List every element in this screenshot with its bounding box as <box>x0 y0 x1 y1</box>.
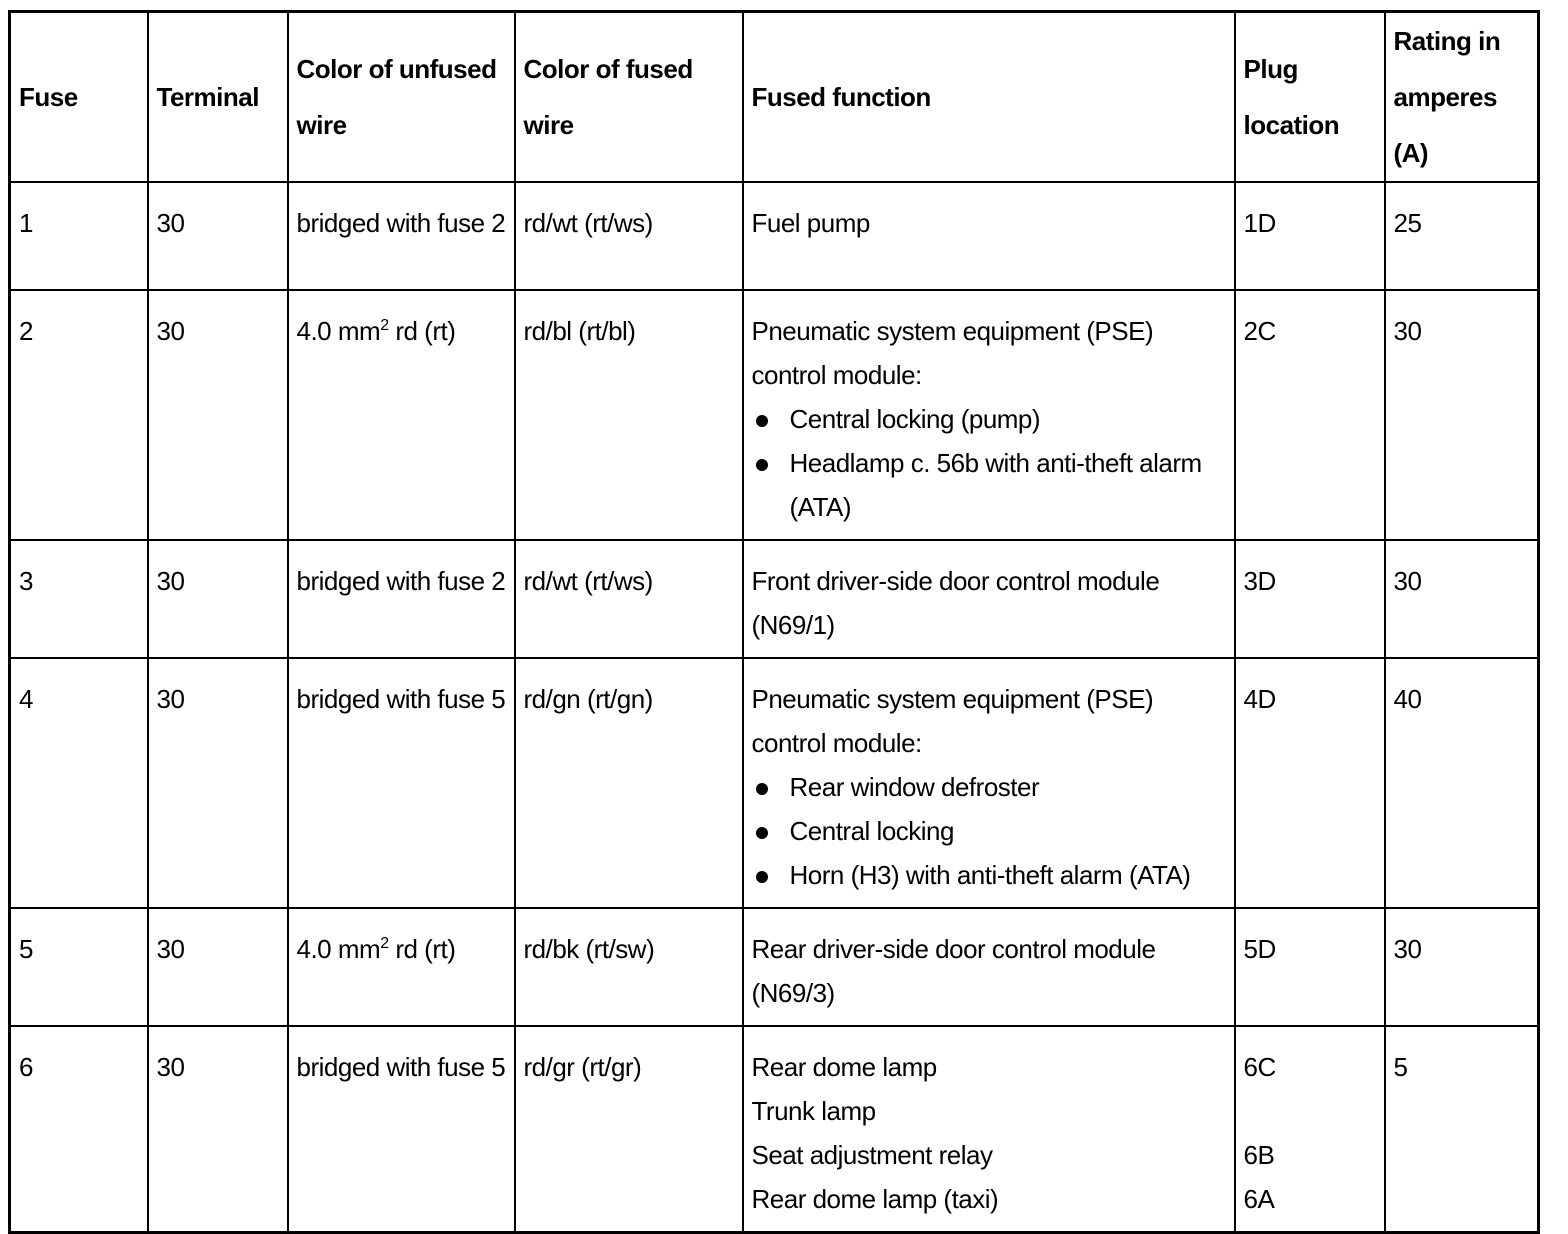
function-line: Rear dome lamp <box>751 1052 937 1082</box>
wire-size: 4.0 mm <box>296 934 381 964</box>
cell-rating: 5 <box>1385 1026 1539 1233</box>
cell-fused-function: Rear driver-side door control module (N69/3) <box>743 908 1235 1026</box>
cell-rating: 25 <box>1385 182 1539 290</box>
table-row <box>10 182 1539 290</box>
cell-fused-wire: rd/gr (rt/gr) <box>515 1026 743 1233</box>
cell-plug-location: 1D <box>1235 182 1385 290</box>
function-line: Trunk lamp <box>751 1096 876 1126</box>
cell-fused-wire: rd/bk (rt/sw) <box>515 908 743 1026</box>
cell-fused-function: Fuel pump <box>743 182 1235 290</box>
cell-unfused-wire: bridged with fuse 2 <box>288 182 515 290</box>
cell-fused-function: Front driver-side door control module (N69/1) <box>743 540 1235 658</box>
cell-rating: 40 <box>1385 658 1539 908</box>
cell-fuse: 6 <box>10 1026 148 1233</box>
table-row <box>10 658 1539 908</box>
cell-fuse: 2 <box>10 290 148 540</box>
cell-fuse: 4 <box>10 658 148 908</box>
cell-unfused-wire: bridged with fuse 5 <box>288 658 515 908</box>
function-line: Rear dome lamp (taxi) <box>751 1184 999 1214</box>
cell-terminal: 30 <box>148 290 288 540</box>
wire-size-exponent: 2 <box>380 935 389 952</box>
function-text: Pneumatic system equipment (PSE) control module: <box>751 684 1154 758</box>
bullet-item: Central locking <box>752 809 1226 853</box>
plug-line: 6C <box>1243 1052 1276 1082</box>
cell-plug-location: 4D <box>1235 658 1385 908</box>
cell-fused-wire: rd/bl (rt/bl) <box>515 290 743 540</box>
table-row <box>10 1026 1539 1233</box>
bullet-item: Horn (H3) with anti-theft alarm (ATA) <box>752 853 1226 897</box>
header-unfused-wire: Color of unfused wire <box>288 12 515 183</box>
cell-rating: 30 <box>1385 540 1539 658</box>
table-row <box>10 540 1539 658</box>
cell-terminal: 30 <box>148 540 288 658</box>
cell-unfused-wire <box>288 908 515 1026</box>
cell-plug-location: 3D <box>1235 540 1385 658</box>
bullet-item: Headlamp c. 56b with anti-theft alarm (ATA) <box>752 441 1226 529</box>
function-bullet-list <box>752 397 1226 529</box>
header-terminal: Terminal <box>148 12 288 183</box>
cell-fused-function <box>743 658 1235 908</box>
fuse-table <box>8 10 1540 1234</box>
cell-fused-wire: rd/wt (rt/ws) <box>515 182 743 290</box>
header-fused-wire: Color of fused wire <box>515 12 743 183</box>
cell-fused-function <box>743 1026 1235 1233</box>
wire-size-exponent: 2 <box>380 317 389 334</box>
cell-terminal: 30 <box>148 658 288 908</box>
function-line: Seat adjustment relay <box>751 1140 993 1170</box>
cell-fused-function <box>743 290 1235 540</box>
cell-unfused-wire: bridged with fuse 2 <box>288 540 515 658</box>
cell-fuse: 1 <box>10 182 148 290</box>
plug-line: 6B <box>1243 1140 1275 1170</box>
cell-terminal: 30 <box>148 908 288 1026</box>
function-text: Pneumatic system equipment (PSE) control module: <box>751 316 1154 390</box>
cell-fuse: 5 <box>10 908 148 1026</box>
cell-terminal: 30 <box>148 1026 288 1233</box>
cell-fuse: 3 <box>10 540 148 658</box>
function-bullet-list <box>752 765 1226 897</box>
wire-color: rd (rt) <box>388 316 456 346</box>
table-row <box>10 290 1539 540</box>
header-fused-function: Fused function <box>743 12 1235 183</box>
cell-terminal: 30 <box>148 182 288 290</box>
header-rating: Rating in amperes (A) <box>1385 12 1539 183</box>
table-row <box>10 908 1539 1026</box>
plug-line: 6A <box>1243 1184 1275 1214</box>
wire-size: 4.0 mm <box>296 316 381 346</box>
header-row <box>10 12 1539 183</box>
bullet-item: Central locking (pump) <box>752 397 1226 441</box>
cell-plug-location: 2C <box>1235 290 1385 540</box>
cell-plug-location: 5D <box>1235 908 1385 1026</box>
cell-fused-wire: rd/wt (rt/ws) <box>515 540 743 658</box>
cell-unfused-wire <box>288 290 515 540</box>
header-fuse: Fuse <box>10 12 148 183</box>
header-plug-location: Plug location <box>1235 12 1385 183</box>
plug-gap <box>1244 1089 1376 1133</box>
cell-rating: 30 <box>1385 290 1539 540</box>
cell-unfused-wire: bridged with fuse 5 <box>288 1026 515 1233</box>
bullet-item: Rear window defroster <box>752 765 1226 809</box>
wire-color: rd (rt) <box>388 934 456 964</box>
cell-plug-location <box>1235 1026 1385 1233</box>
cell-fused-wire: rd/gn (rt/gn) <box>515 658 743 908</box>
cell-rating: 30 <box>1385 908 1539 1026</box>
